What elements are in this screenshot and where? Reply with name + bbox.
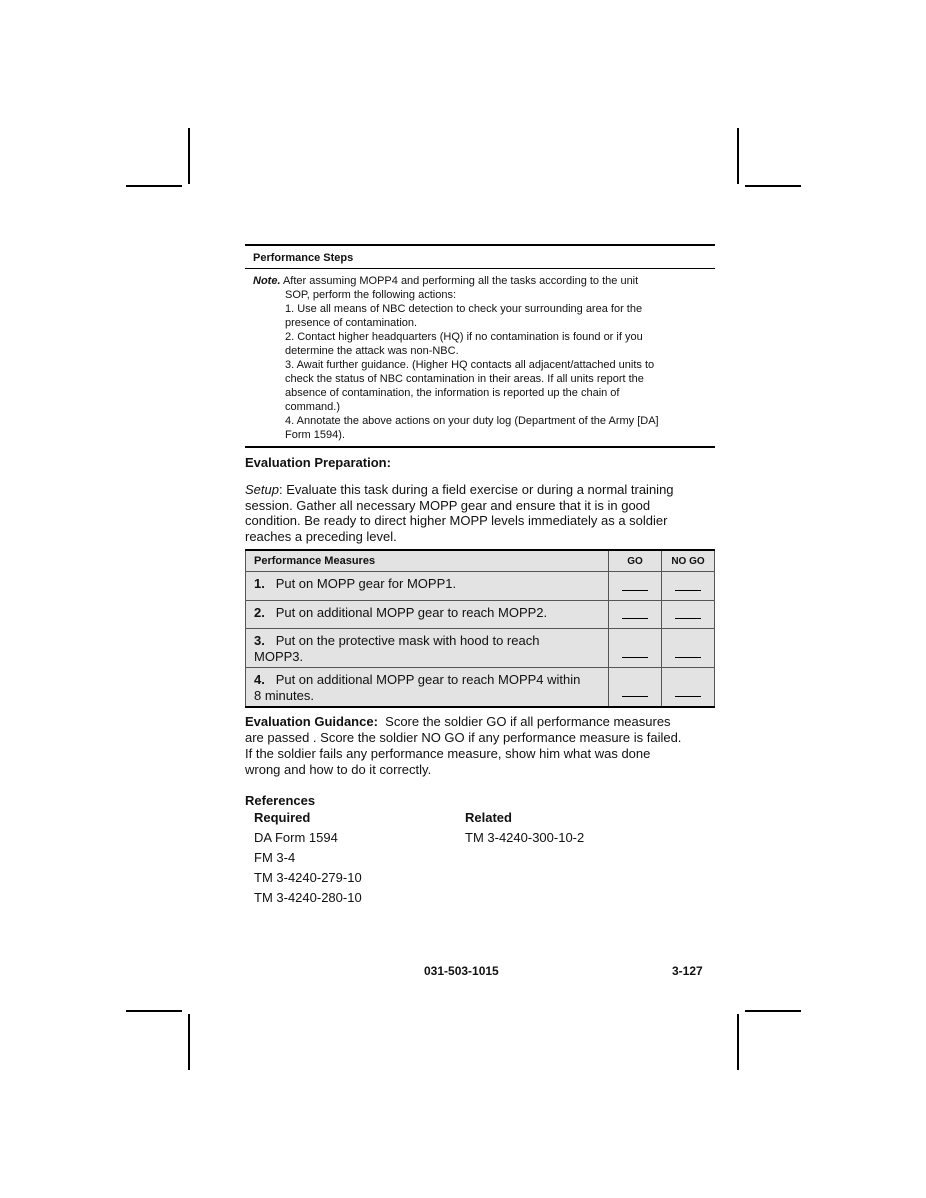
nogo-blank[interactable] bbox=[662, 668, 715, 708]
evaluation-preparation-setup: Setup: Evaluate this task during a field exercise or during a normal training session. Gather all necessary MOPP gear and ensure that it is in good condition. Be ready to direct higher MOPP levels immediately as a soldier reaches a preceding level. bbox=[245, 482, 674, 544]
note-label: Note. bbox=[253, 275, 281, 287]
performance-steps-header: Performance Steps bbox=[245, 246, 715, 269]
evaluation-preparation-title: Evaluation Preparation: bbox=[245, 455, 391, 470]
task-content bbox=[245, 244, 715, 918]
table-row bbox=[246, 668, 715, 708]
crop-mark-bottom-left-horizontal bbox=[126, 1010, 182, 1012]
note-intro: After assuming MOPP4 and performing all the tasks according to the unit bbox=[282, 275, 639, 287]
crop-mark-bottom-left-vertical bbox=[188, 1014, 190, 1070]
table-row bbox=[246, 601, 715, 629]
nogo-blank[interactable] bbox=[662, 601, 715, 629]
references-title: References bbox=[245, 793, 316, 808]
list-item: DA Form 1594 bbox=[254, 830, 338, 845]
go-blank[interactable] bbox=[609, 572, 662, 601]
setup-label: Setup bbox=[245, 482, 279, 497]
nogo-blank[interactable] bbox=[662, 629, 715, 668]
evaluation-guidance-label: Evaluation Guidance: bbox=[245, 714, 378, 729]
table-row bbox=[246, 629, 715, 668]
note-item: 2. Contact higher headquarters (HQ) if no contamination is found or if you determine the attack was non-NBC. bbox=[285, 331, 643, 357]
note-intro-continued: SOP, perform the following actions: bbox=[285, 289, 456, 301]
note-item: 3. Await further guidance. (Higher HQ contacts all adjacent/attached units to check the status of NBC contamination in their areas. If all units report the absence of contamination, the information is reported up the chain of command.) bbox=[285, 359, 655, 413]
task-number: 031-503-1015 bbox=[424, 964, 499, 978]
measure-cell: 1. Put on MOPP gear for MOPP1. bbox=[246, 572, 609, 601]
measure-cell: 3. Put on the protective mask with hood to reach MOPP3. bbox=[246, 629, 609, 668]
crop-mark-top-right-horizontal bbox=[745, 185, 801, 187]
table-row bbox=[246, 572, 715, 601]
go-header: GO bbox=[609, 550, 662, 572]
nogo-blank[interactable] bbox=[662, 572, 715, 601]
list-item: TM 3-4240-279-10 bbox=[254, 870, 362, 885]
list-item: FM 3-4 bbox=[254, 850, 296, 865]
evaluation-guidance: Evaluation Guidance: Score the soldier GO if all performance measures are passed . Score the soldier NO GO if any performance measure is failed. If the soldier fails any performance measure, show him what was done wrong and how to do it correctly. bbox=[245, 714, 682, 777]
crop-mark-top-left-horizontal bbox=[126, 185, 182, 187]
required-references bbox=[254, 808, 362, 908]
go-blank[interactable] bbox=[609, 629, 662, 668]
performance-measures-header-row bbox=[246, 550, 715, 572]
related-references bbox=[465, 808, 584, 848]
list-item: TM 3-4240-280-10 bbox=[254, 890, 362, 905]
crop-mark-bottom-right-horizontal bbox=[745, 1010, 801, 1012]
crop-mark-top-left-vertical bbox=[188, 128, 190, 184]
go-blank[interactable] bbox=[609, 668, 662, 708]
performance-steps-note bbox=[245, 269, 715, 446]
list-item: TM 3-4240-300-10-2 bbox=[465, 830, 585, 845]
nogo-header: NO GO bbox=[662, 550, 715, 572]
related-header: Related bbox=[465, 810, 512, 825]
measure-cell: 2. Put on additional MOPP gear to reach MOPP2. bbox=[246, 601, 609, 629]
note-item: 4. Annotate the above actions on your duty log (Department of the Army [DA] Form 1594). bbox=[285, 415, 659, 441]
performance-measures-table bbox=[245, 549, 715, 708]
required-header: Required bbox=[254, 810, 311, 825]
go-blank[interactable] bbox=[609, 601, 662, 629]
references-section bbox=[245, 808, 715, 918]
crop-mark-top-right-vertical bbox=[737, 128, 739, 184]
page-number: 3-127 bbox=[672, 964, 703, 978]
crop-mark-bottom-right-vertical bbox=[737, 1014, 739, 1070]
note-first-line bbox=[253, 274, 707, 288]
measure-cell: 4. Put on additional MOPP gear to reach MOPP4 within 8 minutes. bbox=[246, 668, 609, 708]
performance-steps-box bbox=[245, 244, 715, 448]
performance-measures-header: Performance Measures bbox=[246, 550, 609, 572]
note-item: 1. Use all means of NBC detection to check your surrounding area for the presence of contamination. bbox=[285, 303, 643, 329]
